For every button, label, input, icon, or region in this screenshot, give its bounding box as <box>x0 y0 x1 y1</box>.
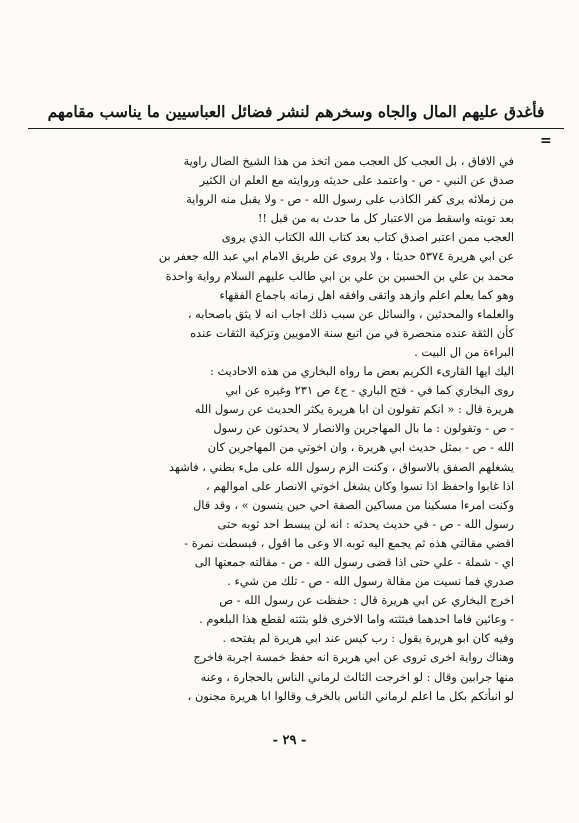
body-line: من زملائه يرى كفر الكاذب على رسول الله - ص - ولا يقبل منه الرواية <box>186 192 514 207</box>
body-line: وكنت امرءا مسكينا من مساكين الصفة احي حين ينسون » ، وقد قال <box>192 497 514 512</box>
body-line: اليك ايها القارىء الكريم بعض ما رواه البخاري من هذه الاحاديث : <box>210 364 514 379</box>
body-line: - ص - وتقولون : ما بال المهاجرين والانصار لا يحدثون عن رسول <box>213 421 514 436</box>
body-line: هريرة قال : « انكم تقولون ان ابا هريرة يكثر الحديث عن رسول الله <box>194 402 514 417</box>
body-text <box>118 152 514 706</box>
body-line: الله - ص - بمثل حديث ابي هريرة ، وان اخوتي من المهاجرين كان <box>207 440 514 455</box>
body-line: كأن الثقة عنده منحصرة في من اتبع سنة الامويين وتزكية الثقات عنده <box>190 325 514 340</box>
body-line: والعلماء والمحدثين ، والسائل عن سبب ذلك اجاب انه لا يثق باصحابه ، <box>187 306 514 321</box>
body-line: لو انبأتكم بكل ما اعلم لرماني الناس بالخرف وقالوا ابا هريرة مجنون ، <box>187 688 514 703</box>
body-line: اخرج البخاري عن ابي هريرة قال : حفظت عن رسول الله - ص <box>219 593 514 608</box>
body-line: اي - شملة - علي حتى اذا قضى رسول الله - ص - مقالته جمعتها الى <box>194 554 514 569</box>
body-line: صدري فما نسيت من مقالة رسول الله - ص - تلك من شيء . <box>227 574 514 589</box>
body-line: يشغلهم الصفق بالاسواق ، وكنت الزم رسول الله على ملء بطني ، فاشهد <box>168 459 514 474</box>
header-divider <box>28 128 564 129</box>
running-header: فأغدق عليهم المال والجاه وسخرهم لنشر فضائل العباسيين ما يناسب مقامهم <box>47 102 545 121</box>
margin-mark: = <box>540 133 552 149</box>
body-line: صدق عن النبي - ص - واعتمد على حديثه وروايته مع العلم ان الكثير <box>199 173 514 188</box>
body-line: وهو كما يعلم اعلم وازهد واتقى وافقه اهل زمانه باجماع الفقهاء <box>219 287 514 302</box>
body-line: محمد بن علي بن الحسين بن علي بن ابي طالب عليهم السلام رواية واحدة <box>165 268 514 283</box>
body-line: رسول الله - ص - في حديث يحدثه : انه لن يبسط احد ثوبه حتى <box>217 516 514 531</box>
body-line: العجب ممن اعتبر اصدق كتاب بعد كتاب الله الكتاب الذي يروى <box>221 230 514 245</box>
body-line: منها جرابين وقال : لو اخرجت الثالث لرماني الناس بالحجارة ، وعنه <box>200 669 514 684</box>
body-line: في الافاق ، بل العجب كل العجب ممن اتخذ من هذا الشيخ الضال راوية <box>183 154 514 168</box>
body-line: - وعائين فاما احدهما فبثثته واما الاخرى فلو بثثته لقطع هذا البلعوم . <box>199 612 514 627</box>
body-line: وفيه كان ابو هريرة يقول : رب كيس عند ابي هريرة لم يفتحه . <box>222 631 514 646</box>
page-number: - ٢٩ - <box>272 733 307 748</box>
body-line: بعد توبته واسقط من الاعتبار كل ما حدث به من قبل !! <box>257 211 514 226</box>
body-line: وهناك رواية اخرى تروى عن ابي هريرة انه حفظ خمسة اجربة فاخرج <box>193 650 514 665</box>
body-line: البراءة من ال البيت . <box>414 344 514 359</box>
body-line: عن ابي هريرة ٥٣٧٤ حديثا ، ولا يروى عن طريق الامام ابي عبد الله جعفر بن <box>158 249 514 264</box>
body-line: روى البخاري كما في - فتح الباري - ج٤ ص ٢٣١ وغيره عن ابي <box>225 383 514 398</box>
body-line: اذا غابوا واحفظ اذا نسوا وكان يشغل اخوتي الانصار على اموالهم ، <box>206 478 514 493</box>
body-line: اقضي مقالتي هذه ثم يجمع اليه ثوبه الا وعى ما اقول ، فبسطت نمرة - <box>184 535 514 550</box>
